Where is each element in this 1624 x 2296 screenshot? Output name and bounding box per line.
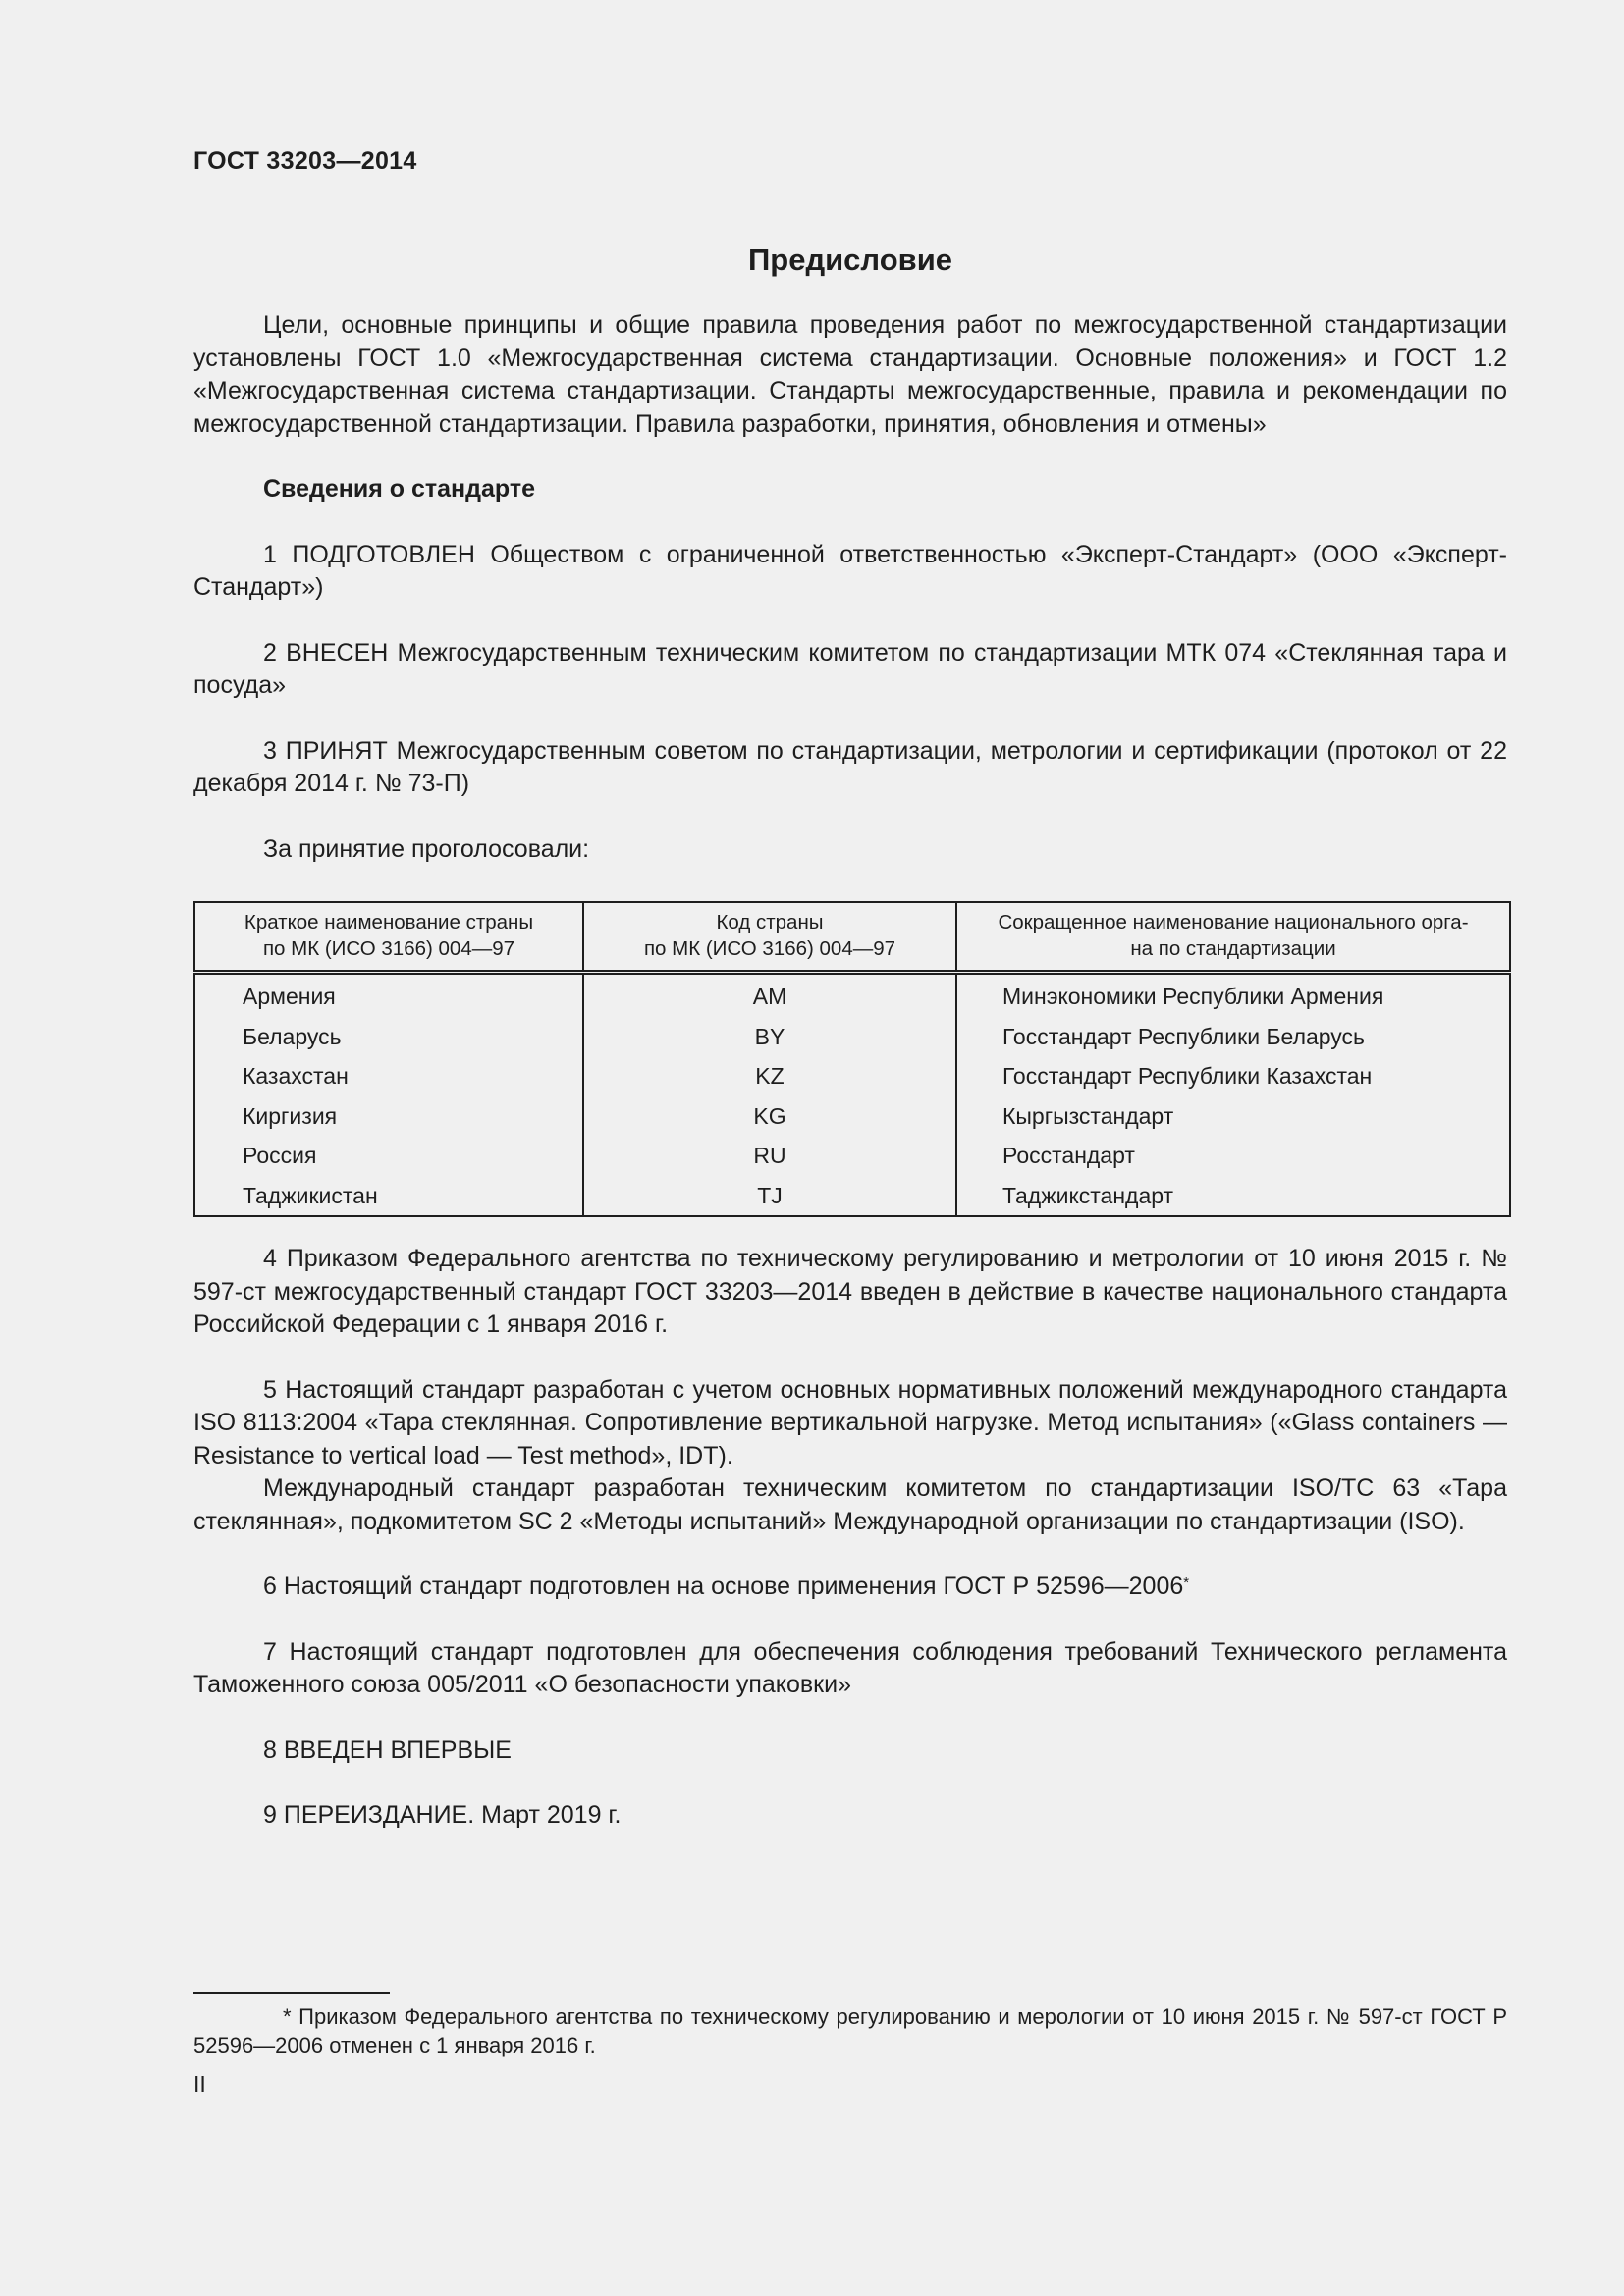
item-8: 8 ВВЕДЕН ВПЕРВЫЕ [263,1735,512,1764]
code-cell: KG [583,1096,956,1137]
code-cell: KZ [583,1056,956,1096]
intro-paragraph: Цели, основные принципы и общие правила проведения работ по межгосударственной стандартизации установлены ГОСТ 1.0 «Межгосударственная система стандартизации. Основные положения» и ГОСТ 1.2 «Межгосударственная система стандартизации. Стандарты межгосударственные, правила и рекомендации по межгосударственной стандартизации. Правила разработки, принятия, обновления и отмены» [193,311,1507,438]
column-header-body: Сокращенное наименование национального орга- на по стандартизации [956,902,1510,973]
body-cell: Госстандарт Республики Беларусь [956,1017,1510,1057]
item-6: 6 Настоящий стандарт подготовлен на основе применения ГОСТ Р 52596—2006* [263,1573,1190,1600]
country-cell: Казахстан [194,1056,583,1096]
table-row [194,1056,1510,1096]
item-5-continued: Международный стандарт разработан техническим комитетом по стандартизации ISO/TC 63 «Тара стеклянная», подкомитетом SC 2 «Методы испытаний» Международной организации по стандартизации (ISO). [193,1474,1507,1535]
table-row [194,1096,1510,1137]
page-number: II [193,2071,206,2097]
code-cell: TJ [583,1176,956,1217]
body-cell: Кыргызстандарт [956,1096,1510,1137]
country-cell: Таджикистан [194,1176,583,1217]
code-cell: BY [583,1017,956,1057]
voted-label: За принятие проголосовали: [263,834,590,863]
document-page [193,147,1507,1833]
footnote-divider [193,1992,390,1994]
item-4: 4 Приказом Федерального агентства по техническому регулированию и метрологии от 10 июня 2015 г. № 597-ст межгосударственный стандарт ГОСТ 33203—2014 введен в действие в качестве национального стандарта Российской Федерации с 1 января 2016 г. [193,1245,1507,1338]
item-9: 9 ПЕРЕИЗДАНИЕ. Март 2019 г. [263,1801,622,1829]
table-row [194,1136,1510,1176]
table-header-row [194,902,1510,973]
item-3: 3 ПРИНЯТ Межгосударственным советом по стандартизации, метрологии и сертификации (протокол от 22 декабря 2014 г. № 73-П) [193,736,1507,797]
body-cell: Минэкономики Республики Армения [956,973,1510,1017]
column-header-code: Код страны по МК (ИСО 3166) 004—97 [583,902,956,973]
country-cell: Киргизия [194,1096,583,1137]
body-cell: Таджикстандарт [956,1176,1510,1217]
country-cell: Россия [194,1136,583,1176]
countries-table [193,901,1511,1217]
country-cell: Беларусь [194,1017,583,1057]
body-cell: Росстандарт [956,1136,1510,1176]
table-row [194,1017,1510,1057]
item-7: 7 Настоящий стандарт подготовлен для обеспечения соблюдения требований Технического регламента Таможенного союза 005/2011 «О безопасности упаковки» [193,1637,1507,1698]
footnote-marker: * [1183,1575,1190,1591]
table-row [194,973,1510,1017]
page-title: Предисловие [747,242,952,277]
item-5: 5 Настоящий стандарт разработан с учетом основных нормативных положений международного стандарта ISO 8113:2004 «Тара стеклянная. Сопротивление вертикальной нагрузке. Метод испытания» («Glass containers — Resistance to vertical load — Test method», IDT). [193,1375,1507,1469]
footnote: * Приказом Федерального агентства по техническому регулированию и мерологии от 10 июня 2015 г. № 597-ст ГОСТ Р 52596—2006 отменен с 1 января 2016 г. [193,2004,1507,2057]
column-header-country: Краткое наименование страны по МК (ИСО 3166) 004—97 [194,902,583,973]
code-cell: RU [583,1136,956,1176]
document-header: ГОСТ 33203—2014 [193,147,417,175]
country-cell: Армения [194,973,583,1017]
body-cell: Госстандарт Республики Казахстан [956,1056,1510,1096]
info-heading: Сведения о стандарте [263,475,536,503]
table-row [194,1176,1510,1217]
item-2: 2 ВНЕСЕН Межгосударственным техническим комитетом по стандартизации МТК 074 «Стеклянная тара и посуда» [193,638,1507,699]
code-cell: AM [583,973,956,1017]
item-1: 1 ПОДГОТОВЛЕН Обществом с ограниченной ответственностью «Эксперт-Стандарт» (ООО «Эксперт-Стандарт») [193,540,1507,601]
